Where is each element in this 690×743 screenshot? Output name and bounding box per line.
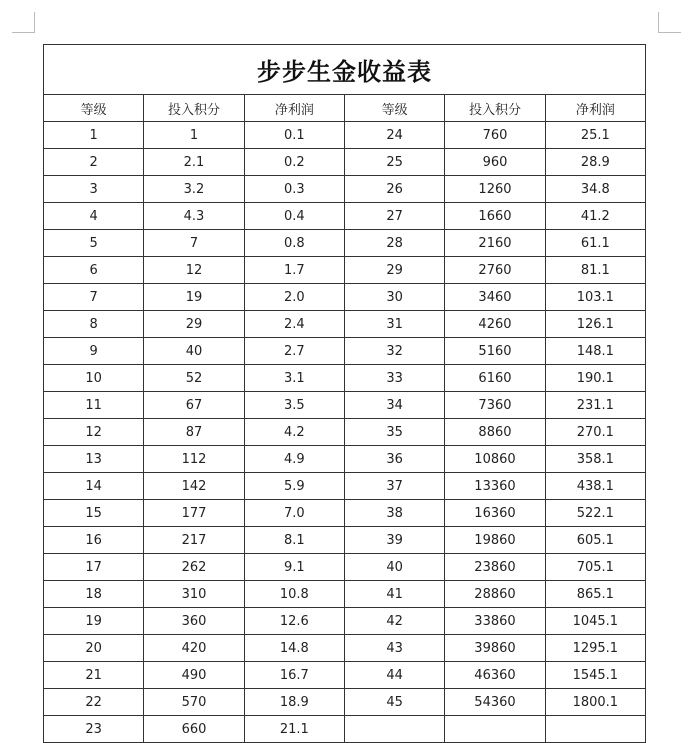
level-cell[interactable]: 19	[44, 608, 144, 635]
points-cell[interactable]: 46360	[445, 662, 545, 689]
level-cell[interactable]: 11	[44, 392, 144, 419]
points-cell[interactable]: 67	[144, 392, 244, 419]
points-cell[interactable]: 40	[144, 338, 244, 365]
points-cell[interactable]: 420	[144, 635, 244, 662]
table-row	[44, 581, 646, 608]
points-cell[interactable]: 7360	[445, 392, 545, 419]
points-cell[interactable]: 310	[144, 581, 244, 608]
earnings-table	[43, 44, 646, 743]
profit-cell[interactable]: 18.9	[244, 689, 344, 716]
header-cell-level-2[interactable]: 等级	[344, 95, 444, 122]
profit-cell[interactable]: 3.5	[244, 392, 344, 419]
level-cell[interactable]: 21	[44, 662, 144, 689]
level-cell[interactable]: 8	[44, 311, 144, 338]
table-row	[44, 338, 646, 365]
table-row	[44, 365, 646, 392]
table-row	[44, 230, 646, 257]
points-cell[interactable]: 2760	[445, 257, 545, 284]
level-cell[interactable]: 29	[344, 257, 444, 284]
points-cell[interactable]: 4260	[445, 311, 545, 338]
level-cell[interactable]	[344, 716, 444, 743]
points-cell[interactable]: 19860	[445, 527, 545, 554]
level-cell[interactable]: 34	[344, 392, 444, 419]
level-cell[interactable]: 30	[344, 284, 444, 311]
profit-cell[interactable]: 358.1	[545, 446, 645, 473]
profit-cell[interactable]: 0.3	[244, 176, 344, 203]
profit-cell[interactable]: 126.1	[545, 311, 645, 338]
points-cell[interactable]: 1660	[445, 203, 545, 230]
level-cell[interactable]: 9	[44, 338, 144, 365]
profit-cell[interactable]: 10.8	[244, 581, 344, 608]
level-cell[interactable]: 32	[344, 338, 444, 365]
level-cell[interactable]: 36	[344, 446, 444, 473]
page-corner-mark-top-right	[658, 12, 681, 33]
points-cell[interactable]: 16360	[445, 500, 545, 527]
table-row	[44, 554, 646, 581]
profit-cell[interactable]: 7.0	[244, 500, 344, 527]
level-cell[interactable]: 18	[44, 581, 144, 608]
points-cell[interactable]: 570	[144, 689, 244, 716]
points-cell[interactable]: 19	[144, 284, 244, 311]
level-cell[interactable]: 39	[344, 527, 444, 554]
table-row	[44, 419, 646, 446]
points-cell[interactable]: 760	[445, 122, 545, 149]
profit-cell[interactable]: 2.0	[244, 284, 344, 311]
points-cell[interactable]: 52	[144, 365, 244, 392]
level-cell[interactable]: 22	[44, 689, 144, 716]
level-cell[interactable]: 44	[344, 662, 444, 689]
points-cell[interactable]: 7	[144, 230, 244, 257]
points-cell[interactable]: 112	[144, 446, 244, 473]
profit-cell[interactable]: 2.7	[244, 338, 344, 365]
table-row	[44, 608, 646, 635]
table-row	[44, 392, 646, 419]
profit-cell[interactable]: 81.1	[545, 257, 645, 284]
points-cell[interactable]: 1	[144, 122, 244, 149]
profit-cell[interactable]: 9.1	[244, 554, 344, 581]
level-cell[interactable]: 43	[344, 635, 444, 662]
level-cell[interactable]: 33	[344, 365, 444, 392]
points-cell[interactable]: 490	[144, 662, 244, 689]
points-cell[interactable]: 12	[144, 257, 244, 284]
profit-cell[interactable]: 605.1	[545, 527, 645, 554]
level-cell[interactable]: 45	[344, 689, 444, 716]
points-cell[interactable]: 5160	[445, 338, 545, 365]
level-cell[interactable]: 14	[44, 473, 144, 500]
table-row	[44, 716, 646, 743]
points-cell[interactable]: 2160	[445, 230, 545, 257]
table-row	[44, 500, 646, 527]
profit-cell[interactable]: 12.6	[244, 608, 344, 635]
profit-cell[interactable]: 4.2	[244, 419, 344, 446]
table-row	[44, 527, 646, 554]
level-cell[interactable]: 6	[44, 257, 144, 284]
level-cell[interactable]: 42	[344, 608, 444, 635]
page-corner-mark-top-left	[12, 12, 35, 33]
level-cell[interactable]: 26	[344, 176, 444, 203]
points-cell[interactable]: 3460	[445, 284, 545, 311]
points-cell[interactable]: 360	[144, 608, 244, 635]
header-cell-points-2[interactable]: 投入积分	[445, 95, 545, 122]
profit-cell[interactable]: 41.2	[545, 203, 645, 230]
points-cell[interactable]: 29	[144, 311, 244, 338]
points-cell[interactable]: 39860	[445, 635, 545, 662]
level-cell[interactable]: 38	[344, 500, 444, 527]
profit-cell[interactable]: 25.1	[545, 122, 645, 149]
profit-cell[interactable]: 190.1	[545, 365, 645, 392]
level-cell[interactable]: 7	[44, 284, 144, 311]
level-cell[interactable]: 2	[44, 149, 144, 176]
level-cell[interactable]: 28	[344, 230, 444, 257]
points-cell[interactable]: 28860	[445, 581, 545, 608]
level-cell[interactable]: 10	[44, 365, 144, 392]
level-cell[interactable]: 16	[44, 527, 144, 554]
table-row	[44, 149, 646, 176]
level-cell[interactable]: 13	[44, 446, 144, 473]
level-cell[interactable]: 20	[44, 635, 144, 662]
points-cell[interactable]: 142	[144, 473, 244, 500]
profit-cell[interactable]	[545, 716, 645, 743]
level-cell[interactable]: 25	[344, 149, 444, 176]
profit-cell[interactable]: 5.9	[244, 473, 344, 500]
profit-cell[interactable]: 14.8	[244, 635, 344, 662]
level-cell[interactable]: 37	[344, 473, 444, 500]
level-cell[interactable]: 40	[344, 554, 444, 581]
table-row	[44, 311, 646, 338]
profit-cell[interactable]: 522.1	[545, 500, 645, 527]
profit-cell[interactable]: 61.1	[545, 230, 645, 257]
points-cell[interactable]: 54360	[445, 689, 545, 716]
level-cell[interactable]: 5	[44, 230, 144, 257]
level-cell[interactable]: 1	[44, 122, 144, 149]
profit-cell[interactable]: 2.4	[244, 311, 344, 338]
table-title[interactable]: 步步生金收益表	[44, 45, 646, 95]
points-cell[interactable]: 2.1	[144, 149, 244, 176]
level-cell[interactable]: 31	[344, 311, 444, 338]
header-cell-profit-1[interactable]: 净利润	[244, 95, 344, 122]
level-cell[interactable]: 35	[344, 419, 444, 446]
header-cell-profit-2[interactable]: 净利润	[545, 95, 645, 122]
table-row	[44, 284, 646, 311]
profit-cell[interactable]: 148.1	[545, 338, 645, 365]
level-cell[interactable]: 17	[44, 554, 144, 581]
header-row	[44, 95, 646, 122]
profit-cell[interactable]: 28.9	[545, 149, 645, 176]
points-cell[interactable]: 262	[144, 554, 244, 581]
points-cell[interactable]: 217	[144, 527, 244, 554]
points-cell[interactable]: 23860	[445, 554, 545, 581]
table-row	[44, 122, 646, 149]
table-row	[44, 662, 646, 689]
points-cell[interactable]: 1260	[445, 176, 545, 203]
table-row	[44, 446, 646, 473]
points-cell[interactable]: 87	[144, 419, 244, 446]
profit-cell[interactable]: 438.1	[545, 473, 645, 500]
table-row	[44, 257, 646, 284]
profit-cell[interactable]: 705.1	[545, 554, 645, 581]
header-cell-points-1[interactable]: 投入积分	[144, 95, 244, 122]
profit-cell[interactable]: 0.8	[244, 230, 344, 257]
points-cell[interactable]: 10860	[445, 446, 545, 473]
profit-cell[interactable]: 0.1	[244, 122, 344, 149]
level-cell[interactable]: 3	[44, 176, 144, 203]
profit-cell[interactable]: 4.9	[244, 446, 344, 473]
table-row	[44, 689, 646, 716]
profit-cell[interactable]: 1.7	[244, 257, 344, 284]
profit-cell[interactable]: 21.1	[244, 716, 344, 743]
profit-cell[interactable]: 1800.1	[545, 689, 645, 716]
profit-cell[interactable]: 34.8	[545, 176, 645, 203]
profit-cell[interactable]: 0.2	[244, 149, 344, 176]
level-cell[interactable]: 24	[344, 122, 444, 149]
profit-cell[interactable]: 0.4	[244, 203, 344, 230]
level-cell[interactable]: 12	[44, 419, 144, 446]
points-cell[interactable]: 6160	[445, 365, 545, 392]
points-cell[interactable]: 8860	[445, 419, 545, 446]
profit-cell[interactable]: 1045.1	[545, 608, 645, 635]
profit-cell[interactable]: 865.1	[545, 581, 645, 608]
points-cell[interactable]: 33860	[445, 608, 545, 635]
points-cell[interactable]: 4.3	[144, 203, 244, 230]
table-row	[44, 203, 646, 230]
points-cell[interactable]: 13360	[445, 473, 545, 500]
header-cell-level-1[interactable]: 等级	[44, 95, 144, 122]
table-row	[44, 635, 646, 662]
points-cell[interactable]: 660	[144, 716, 244, 743]
points-cell[interactable]	[445, 716, 545, 743]
table-row	[44, 176, 646, 203]
profit-cell[interactable]: 1545.1	[545, 662, 645, 689]
points-cell[interactable]: 960	[445, 149, 545, 176]
level-cell[interactable]: 41	[344, 581, 444, 608]
table-row	[44, 473, 646, 500]
profit-cell[interactable]: 270.1	[545, 419, 645, 446]
profit-cell[interactable]: 103.1	[545, 284, 645, 311]
level-cell[interactable]: 4	[44, 203, 144, 230]
level-cell[interactable]: 27	[344, 203, 444, 230]
points-cell[interactable]: 3.2	[144, 176, 244, 203]
profit-cell[interactable]: 3.1	[244, 365, 344, 392]
profit-cell[interactable]: 8.1	[244, 527, 344, 554]
profit-cell[interactable]: 16.7	[244, 662, 344, 689]
level-cell[interactable]: 23	[44, 716, 144, 743]
points-cell[interactable]: 177	[144, 500, 244, 527]
profit-cell[interactable]: 231.1	[545, 392, 645, 419]
level-cell[interactable]: 15	[44, 500, 144, 527]
profit-cell[interactable]: 1295.1	[545, 635, 645, 662]
